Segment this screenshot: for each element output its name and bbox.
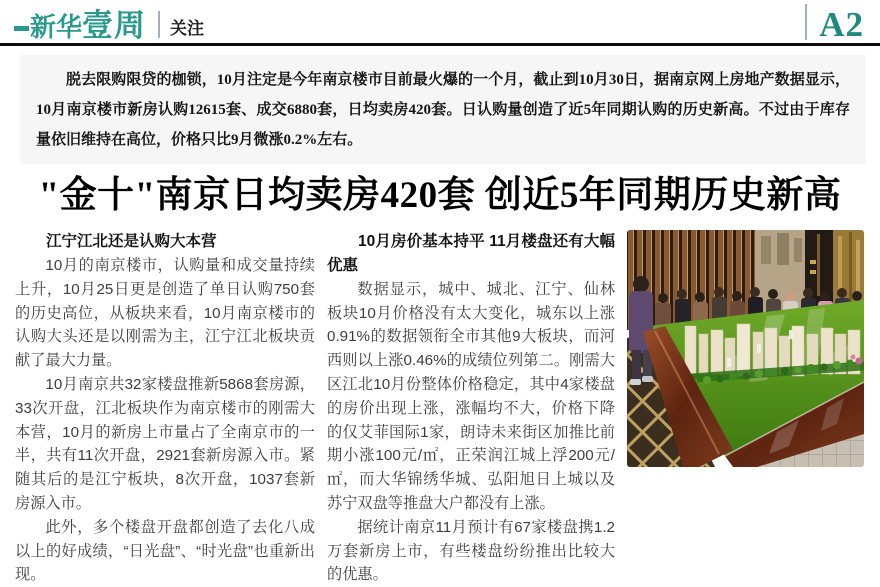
sales-center-photo <box>627 230 864 467</box>
logo-text-secondary: 壹周 <box>82 7 147 43</box>
section-label: 关注 <box>170 19 205 38</box>
summary-text: 脱去限购限贷的枷锁，10月注定是今年南京楼市目前最火爆的一个月，截止到10月30日，据南京网上房地产数据显示，10月南京楼市新房认购12615套、成交6880套，日均卖房420套。日认购量创造了近5年同期认购的历史新高。不过由于库存量依旧维持在高位，价格只比9月微涨0.2%左右。 <box>36 72 850 148</box>
newspaper-logo <box>14 7 147 43</box>
masthead <box>0 0 880 43</box>
paragraph: 此外，多个楼盘开盘都创造了去化八成以上的好成绩，“日光盘”、“时光盘”也重新出现。 <box>15 518 315 584</box>
paragraph: 10月南京共32家楼盘推新5868套房源，33次开盘，江北板块作为南京楼市的刚需大本营，10月的新房上市量占了全南京市的一半，共有11次开盘，2921套新房源入市。紧随其后的是江宁板块，8次开盘，1037套新房源入市。 <box>15 376 315 513</box>
paragraph: 10月的南京楼市，认购量和成交量持续上升，10月25日更是创造了单日认购750套的历史高位，从板块来看，10月南京楼市的认购大头还是以刚需为主，江宁江北板块贡献了最大力量。 <box>15 257 315 370</box>
page-number: A2 <box>819 4 864 44</box>
article-columns <box>0 219 880 587</box>
main-headline: "金十"南京日均卖房420套 创近5年同期历史新高 <box>38 175 842 216</box>
logo-dash-icon <box>14 26 29 31</box>
column-left <box>15 230 315 587</box>
column-middle <box>327 230 615 587</box>
masthead-rule <box>0 43 880 46</box>
page-number-divider <box>805 4 807 40</box>
logo-text-primary: 新华 <box>30 12 83 43</box>
subheading-left: 江宁江北还是认购大本营 <box>46 233 217 251</box>
news-photo <box>627 230 864 467</box>
paragraph: 据统计南京11月预计有67家楼盘携1.2万套新房上市，有些楼盘纷纷推出比较大的优惠。 <box>327 518 615 584</box>
summary-box <box>20 55 866 164</box>
paragraph: 数据显示，城中、城北、江宁、仙林板块10月价格没有太大变化，城东以上涨0.91%的数据领衔全市其他9大板块，而河西则以上涨0.46%的成绩位列第二。刚需大区江北10月份整体价格稳定，其中4家楼盘的房价出现上涨，涨幅均不大，价格下降的仅艾菲国际1家，朗诗未来街区加推比前期小涨100元/㎡，正荣润江城上浮200元/㎡，而大华锦绣华城、弘阳旭日上城以及苏宁双盘等推盘大户都没有上涨。 <box>327 280 615 513</box>
subheading-middle: 10月房价基本持平 11月楼盘还有大幅优惠 <box>327 233 615 275</box>
header-divider <box>158 11 160 38</box>
